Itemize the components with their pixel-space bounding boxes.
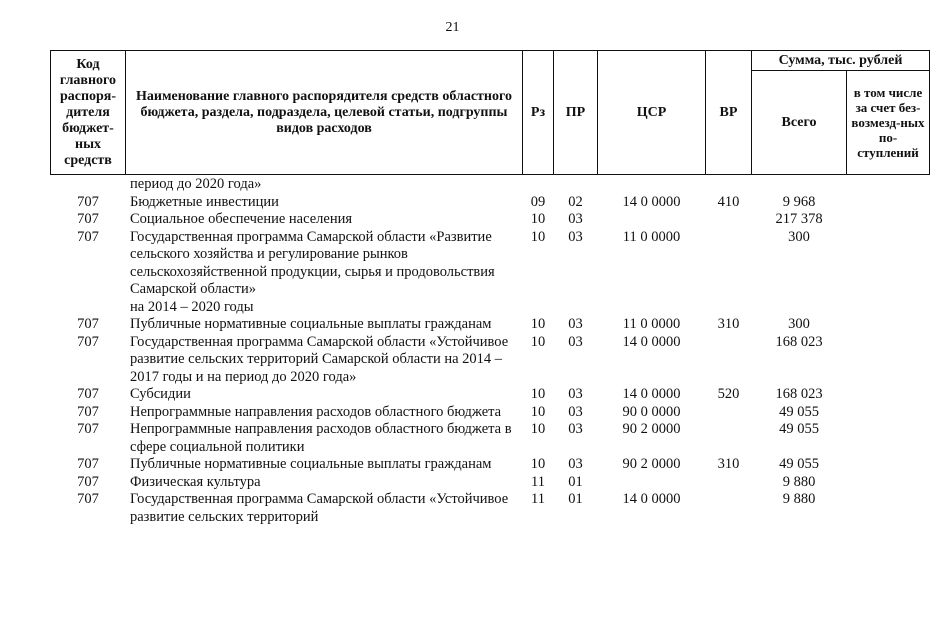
cell-gratis <box>847 404 930 422</box>
cell-vr <box>706 211 752 229</box>
table-row <box>51 194 930 212</box>
cell-csr <box>598 175 706 194</box>
cell-total: 168 023 <box>752 334 847 387</box>
cell-code: 707 <box>51 404 126 422</box>
cell-code: 707 <box>51 474 126 492</box>
cell-csr: 11 0 0000 <box>598 316 706 334</box>
cell-total: 168 023 <box>752 386 847 404</box>
cell-gratis <box>847 386 930 404</box>
cell-rz <box>523 175 554 194</box>
cell-rz: 10 <box>523 456 554 474</box>
cell-name: Государственная программа Самарской области «Устойчивое развитие сельских территорий Самарской области на 2014 – 2017 годы и на период до 2020 года» <box>126 334 523 387</box>
table-row <box>51 211 930 229</box>
table-header <box>51 51 930 175</box>
budget-table <box>50 50 930 526</box>
cell-vr: 310 <box>706 456 752 474</box>
cell-name: период до 2020 года» <box>126 175 523 194</box>
cell-name: Бюджетные инвестиции <box>126 194 523 212</box>
cell-pr: 03 <box>554 456 598 474</box>
cell-total: 300 <box>752 229 847 317</box>
header-name: Наименование главного распорядителя средств областного бюджета, раздела, подраздела, целевой статьи, подгруппы видов расходов <box>126 51 523 175</box>
cell-pr: 02 <box>554 194 598 212</box>
header-csr: ЦСР <box>598 51 706 175</box>
cell-gratis <box>847 194 930 212</box>
table-row <box>51 334 930 387</box>
table-row <box>51 229 930 317</box>
cell-rz: 10 <box>523 386 554 404</box>
cell-gratis <box>847 491 930 526</box>
table-row <box>51 421 930 456</box>
cell-vr <box>706 474 752 492</box>
cell-code: 707 <box>51 386 126 404</box>
cell-code: 707 <box>51 334 126 387</box>
cell-rz: 11 <box>523 491 554 526</box>
cell-code <box>51 175 126 194</box>
cell-vr <box>706 404 752 422</box>
cell-csr: 90 2 0000 <box>598 456 706 474</box>
cell-name: Публичные нормативные социальные выплаты гражданам <box>126 316 523 334</box>
cell-vr: 520 <box>706 386 752 404</box>
cell-csr: 90 0 0000 <box>598 404 706 422</box>
cell-gratis <box>847 229 930 317</box>
cell-total: 300 <box>752 316 847 334</box>
table-row <box>51 404 930 422</box>
cell-code: 707 <box>51 211 126 229</box>
page-number: 21 <box>445 20 460 35</box>
cell-pr: 03 <box>554 386 598 404</box>
cell-gratis <box>847 175 930 194</box>
cell-total: 49 055 <box>752 421 847 456</box>
cell-rz: 10 <box>523 316 554 334</box>
table-body <box>51 175 930 527</box>
cell-code: 707 <box>51 316 126 334</box>
cell-total: 217 378 <box>752 211 847 229</box>
cell-name: Непрограммные направления расходов областного бюджета в сфере социальной политики <box>126 421 523 456</box>
cell-pr: 01 <box>554 491 598 526</box>
cell-name: Физическая культура <box>126 474 523 492</box>
cell-pr: 03 <box>554 421 598 456</box>
cell-csr <box>598 474 706 492</box>
cell-csr <box>598 211 706 229</box>
cell-csr: 14 0 0000 <box>598 386 706 404</box>
cell-rz: 10 <box>523 404 554 422</box>
table-row <box>51 491 930 526</box>
header-code: Код главного распоря-дителя бюджет-ных средств <box>51 51 126 175</box>
cell-csr: 14 0 0000 <box>598 334 706 387</box>
cell-vr: 310 <box>706 316 752 334</box>
cell-total: 9 880 <box>752 474 847 492</box>
header-sum: Сумма, тыс. рублей <box>752 51 930 71</box>
header-pr: ПР <box>554 51 598 175</box>
cell-vr <box>706 421 752 456</box>
cell-rz: 09 <box>523 194 554 212</box>
header-vr: ВР <box>706 51 752 175</box>
cell-total: 49 055 <box>752 456 847 474</box>
cell-code: 707 <box>51 229 126 317</box>
cell-total: 9 968 <box>752 194 847 212</box>
cell-gratis <box>847 334 930 387</box>
table-row <box>51 316 930 334</box>
cell-name: Государственная программа Самарской области «Устойчивое развитие сельских территорий <box>126 491 523 526</box>
cell-code: 707 <box>51 491 126 526</box>
cell-gratis <box>847 456 930 474</box>
cell-rz: 10 <box>523 421 554 456</box>
cell-name: Публичные нормативные социальные выплаты гражданам <box>126 456 523 474</box>
cell-gratis <box>847 421 930 456</box>
cell-gratis <box>847 211 930 229</box>
cell-pr: 03 <box>554 229 598 317</box>
cell-pr: 03 <box>554 334 598 387</box>
cell-pr: 03 <box>554 211 598 229</box>
cell-gratis <box>847 316 930 334</box>
cell-pr: 01 <box>554 474 598 492</box>
header-gratis: в том числе за счет без-возмезд-ных по-ступлений <box>847 71 930 175</box>
cell-total <box>752 175 847 194</box>
cell-rz: 10 <box>523 334 554 387</box>
cell-name: Социальное обеспечение населения <box>126 211 523 229</box>
cell-vr <box>706 175 752 194</box>
cell-pr: 03 <box>554 404 598 422</box>
table-row <box>51 175 930 194</box>
cell-total: 9 880 <box>752 491 847 526</box>
cell-csr: 11 0 0000 <box>598 229 706 317</box>
cell-pr <box>554 175 598 194</box>
cell-code: 707 <box>51 421 126 456</box>
table-row <box>51 456 930 474</box>
cell-pr: 03 <box>554 316 598 334</box>
cell-name: Непрограммные направления расходов областного бюджета <box>126 404 523 422</box>
cell-vr <box>706 491 752 526</box>
header-total: Всего <box>752 71 847 175</box>
cell-code: 707 <box>51 194 126 212</box>
cell-rz: 10 <box>523 211 554 229</box>
table-row <box>51 474 930 492</box>
cell-csr: 14 0 0000 <box>598 194 706 212</box>
cell-rz: 11 <box>523 474 554 492</box>
cell-vr <box>706 334 752 387</box>
table-row <box>51 386 930 404</box>
header-rz: Рз <box>523 51 554 175</box>
cell-name: Государственная программа Самарской области «Развитие сельского хозяйства и регулирование рынков сельскохозяйственной продукции, сырья и продовольствия Самарской области» на 2014 – 2020 годы <box>126 229 523 317</box>
cell-vr <box>706 229 752 317</box>
cell-csr: 90 2 0000 <box>598 421 706 456</box>
cell-csr: 14 0 0000 <box>598 491 706 526</box>
cell-total: 49 055 <box>752 404 847 422</box>
cell-name: Субсидии <box>126 386 523 404</box>
cell-vr: 410 <box>706 194 752 212</box>
cell-gratis <box>847 474 930 492</box>
cell-code: 707 <box>51 456 126 474</box>
cell-rz: 10 <box>523 229 554 317</box>
